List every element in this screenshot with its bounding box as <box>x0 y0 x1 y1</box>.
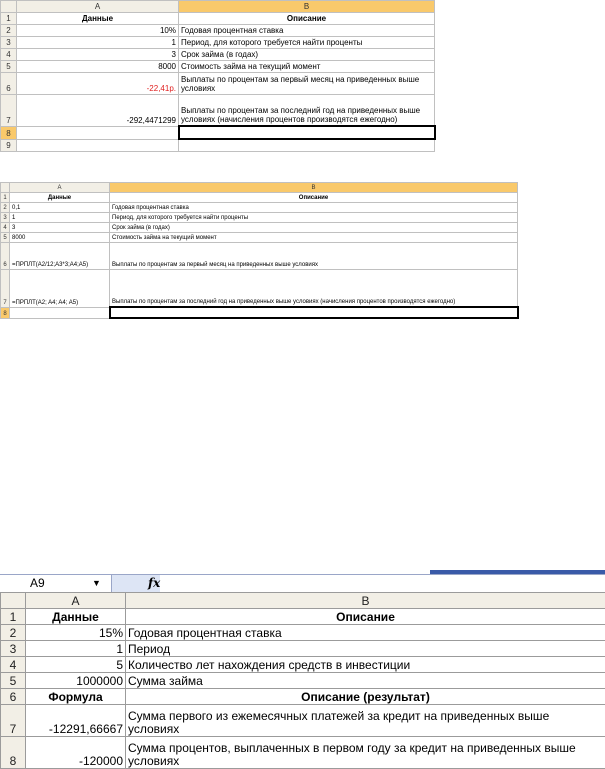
cell-b6[interactable]: Выплаты по процентам за первый месяц на приведенных выше условиях <box>179 73 435 95</box>
cell-b3[interactable]: Период <box>126 641 605 657</box>
row-header[interactable]: 7 <box>1 270 10 308</box>
cell-b2[interactable]: Годовая процентная ставка <box>126 625 605 641</box>
row-header[interactable]: 7 <box>1 705 26 737</box>
spreadsheet-2 <box>0 182 519 319</box>
row-header[interactable]: 4 <box>1 657 26 673</box>
column-header-b[interactable]: B <box>126 593 605 609</box>
row-header[interactable]: 4 <box>1 223 10 233</box>
cell-b1[interactable]: Описание <box>110 193 518 203</box>
cell-b4[interactable]: Срок займа (в годах) <box>179 49 435 61</box>
column-header-b[interactable]: B <box>110 183 518 193</box>
row-header[interactable]: 5 <box>1 61 17 73</box>
cell-b2[interactable]: Годовая процентная ставка <box>179 25 435 37</box>
cell-b2[interactable]: Годовая процентная ставка <box>110 203 518 213</box>
cell-b6[interactable]: Описание (результат) <box>126 689 605 705</box>
row-header[interactable]: 3 <box>1 213 10 223</box>
row-header[interactable]: 1 <box>1 13 17 25</box>
cell-a1[interactable]: Данные <box>26 609 126 625</box>
cell-b1[interactable]: Описание <box>126 609 605 625</box>
cell-b5[interactable]: Стоимость займа на текущий момент <box>179 61 435 73</box>
cell-b5[interactable]: Стоимость займа на текущий момент <box>110 233 518 243</box>
name-box[interactable]: A9 <box>0 575 112 592</box>
column-header-a[interactable]: A <box>17 1 179 13</box>
cell-a4[interactable]: 5 <box>26 657 126 673</box>
cell-b8-active[interactable] <box>110 307 518 318</box>
cell-b8[interactable]: Сумма процентов, выплаченных в первом году за кредит на приведенных выше условиях <box>126 737 605 769</box>
row-header[interactable]: 8 <box>1 126 17 139</box>
cell-a5[interactable]: 8000 <box>17 61 179 73</box>
cell-a3[interactable]: 1 <box>26 641 126 657</box>
row-header[interactable]: 1 <box>1 193 10 203</box>
cell-a6[interactable]: Формула <box>26 689 126 705</box>
cell-a4[interactable]: 3 <box>17 49 179 61</box>
cell-a2[interactable]: 0,1 <box>10 203 110 213</box>
corner-cell[interactable] <box>1 183 10 193</box>
row-header[interactable]: 2 <box>1 203 10 213</box>
column-header-a[interactable]: A <box>26 593 126 609</box>
row-header[interactable]: 2 <box>1 25 17 37</box>
cell-a7[interactable]: =ПРПЛТ(A2; A4; A4; A5) <box>10 270 110 308</box>
cell-b5[interactable]: Сумма займа <box>126 673 605 689</box>
cell-a5[interactable]: 8000 <box>10 233 110 243</box>
row-header[interactable]: 8 <box>1 307 10 318</box>
name-box-dropdown-icon[interactable]: ▼ <box>92 575 101 592</box>
cell-b3[interactable]: Период, для которого требуется найти проценты <box>179 37 435 49</box>
cell-a1[interactable]: Данные <box>10 193 110 203</box>
cell-a8[interactable] <box>10 307 110 318</box>
row-header[interactable]: 4 <box>1 49 17 61</box>
row-header[interactable]: 1 <box>1 609 26 625</box>
cell-a1[interactable]: Данные <box>17 13 179 25</box>
cell-a6[interactable]: =ПРПЛТ(A2/12;A3*3;A4;A5) <box>10 243 110 270</box>
spreadsheet-3 <box>0 592 605 769</box>
cell-a9[interactable] <box>17 139 179 152</box>
cell-b1[interactable]: Описание <box>179 13 435 25</box>
cell-a3[interactable]: 1 <box>10 213 110 223</box>
row-header[interactable]: 3 <box>1 641 26 657</box>
cell-b9[interactable] <box>179 139 435 152</box>
column-header-a[interactable]: A <box>10 183 110 193</box>
row-header[interactable]: 2 <box>1 625 26 641</box>
row-header[interactable]: 6 <box>1 689 26 705</box>
cell-a3[interactable]: 1 <box>17 37 179 49</box>
row-header[interactable]: 8 <box>1 737 26 769</box>
cell-b7[interactable]: Выплаты по процентам за последний год на приведенных выше условиях (начисления процентов производятся ежегодно) <box>179 95 435 127</box>
column-header-b[interactable]: B <box>179 1 435 13</box>
spreadsheet-1 <box>0 0 436 152</box>
cell-b4[interactable]: Срок займа (в годах) <box>110 223 518 233</box>
corner-cell[interactable] <box>1 1 17 13</box>
cell-b7[interactable]: Выплаты по процентам за последний год на приведенных выше условиях (начисления процентов производятся ежегодно) <box>110 270 518 308</box>
cell-a8[interactable]: -120000 <box>26 737 126 769</box>
row-header[interactable]: 9 <box>1 139 17 152</box>
cell-b4[interactable]: Количество лет нахождения средств в инвестиции <box>126 657 605 673</box>
cell-b3[interactable]: Период, для которого требуется найти проценты <box>110 213 518 223</box>
corner-cell[interactable] <box>1 593 26 609</box>
row-header[interactable]: 5 <box>1 233 10 243</box>
cell-a5[interactable]: 1000000 <box>26 673 126 689</box>
fx-icon[interactable]: fx <box>148 575 160 592</box>
cell-b7[interactable]: Сумма первого из ежемесячных платежей за кредит на приведенных выше условиях <box>126 705 605 737</box>
cell-b8-active[interactable] <box>179 126 435 139</box>
formula-bar <box>0 574 605 593</box>
row-header[interactable]: 6 <box>1 73 17 95</box>
row-header[interactable]: 7 <box>1 95 17 127</box>
row-header[interactable]: 5 <box>1 673 26 689</box>
cell-a4[interactable]: 3 <box>10 223 110 233</box>
row-header[interactable]: 3 <box>1 37 17 49</box>
cell-a8[interactable] <box>17 126 179 139</box>
cell-a2[interactable]: 10% <box>17 25 179 37</box>
row-header[interactable]: 6 <box>1 243 10 270</box>
cell-a7[interactable]: -12291,66667 <box>26 705 126 737</box>
cell-a7[interactable]: -292,4471299 <box>17 95 179 127</box>
cell-a2[interactable]: 15% <box>26 625 126 641</box>
cell-a6[interactable]: -22,41р. <box>17 73 179 95</box>
cell-b6[interactable]: Выплаты по процентам за первый месяц на приведенных выше условиях <box>110 243 518 270</box>
